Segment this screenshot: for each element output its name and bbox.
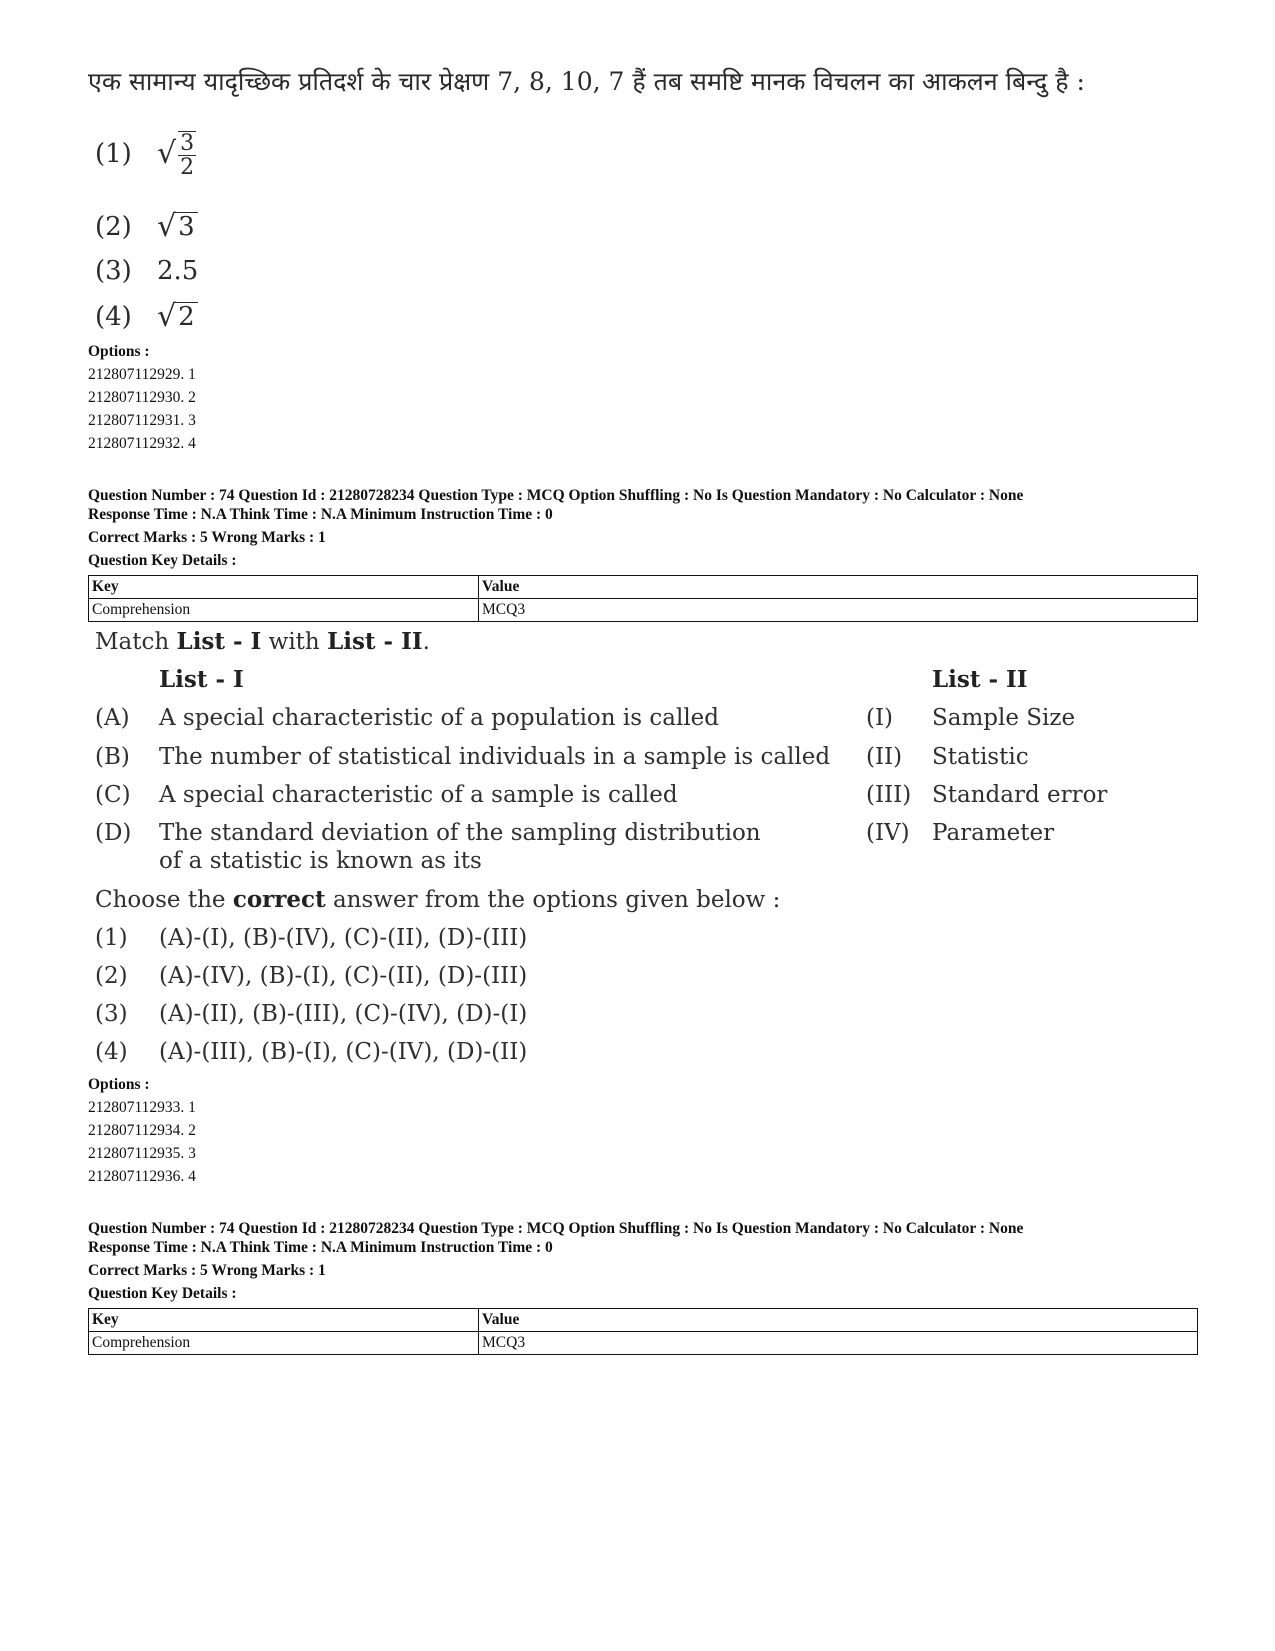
- key-details-label: Question Key Details :: [88, 1285, 237, 1302]
- question-info-line: Question Number : 74 Question Id : 21280728234 Question Type : MCQ Option Shuffling : No Is Question Mandatory : No Calculator : None: [88, 1220, 1024, 1237]
- list2-label: (I): [866, 705, 894, 731]
- option-id: 212807112935. 3: [88, 1145, 196, 1162]
- time-info-line: Response Time : N.A Think Time : N.A Minimum Instruction Time : 0: [88, 1239, 553, 1256]
- radicand: 2: [176, 302, 198, 333]
- choose-suffix: answer from the options given below :: [325, 887, 781, 913]
- sqrt-expression: [157, 209, 198, 245]
- choose-prefix: Choose the: [95, 887, 233, 913]
- answer-choice-text: (A)-(III), (B)-(I), (C)-(IV), (D)-(II): [159, 1039, 528, 1065]
- list1-label: (C): [95, 782, 131, 808]
- match-title-list1: List - I: [176, 628, 262, 655]
- value-cell: MCQ3: [479, 599, 1198, 622]
- list1-header: List - I: [159, 666, 244, 693]
- match-title: [95, 628, 430, 655]
- list2-label: (III): [866, 782, 912, 808]
- answer-choice-number: (3): [95, 1001, 128, 1027]
- value-cell: MCQ3: [479, 1332, 1198, 1355]
- match-title-list2: List - II: [327, 628, 423, 655]
- choice-4: [95, 299, 198, 335]
- value-header: Value: [479, 1309, 1198, 1332]
- match-title-suffix: .: [422, 629, 430, 655]
- value-header: Value: [479, 576, 1198, 599]
- option-id: 212807112931. 3: [88, 412, 196, 429]
- marks-line: Correct Marks : 5 Wrong Marks : 1: [88, 1262, 326, 1279]
- key-value-table: [88, 575, 1198, 622]
- choice-value: 2.5: [157, 256, 199, 286]
- question-info-line: Question Number : 74 Question Id : 21280728234 Question Type : MCQ Option Shuffling : No Is Question Mandatory : No Calculator : None: [88, 487, 1024, 504]
- list1-label: (D): [95, 820, 132, 846]
- options-label: Options :: [88, 343, 150, 360]
- radical-sign: √: [157, 209, 177, 245]
- answer-choice-text: (A)-(I), (B)-(IV), (C)-(II), (D)-(III): [159, 925, 528, 951]
- answer-choice-number: (2): [95, 963, 128, 989]
- key-header: Key: [89, 576, 479, 599]
- sqrt-fraction: [157, 128, 199, 179]
- option-id: 212807112933. 1: [88, 1099, 196, 1116]
- time-info-line: Response Time : N.A Think Time : N.A Minimum Instruction Time : 0: [88, 506, 553, 523]
- list1-text: A special characteristic of a population is called: [159, 705, 720, 731]
- marks-line: Correct Marks : 5 Wrong Marks : 1: [88, 529, 326, 546]
- choice-number: (1): [95, 138, 132, 169]
- list2-header: List - II: [932, 666, 1028, 693]
- list2-label: (IV): [866, 820, 910, 846]
- choice-number: (3): [95, 256, 132, 286]
- option-id: 212807112930. 2: [88, 389, 196, 406]
- options-label: Options :: [88, 1076, 150, 1093]
- sqrt-expression: [157, 299, 198, 335]
- choice-number: (4): [95, 302, 132, 333]
- key-cell: Comprehension: [89, 599, 479, 622]
- choice-3: [95, 256, 198, 286]
- answer-choice-number: (1): [95, 925, 128, 951]
- radical-sign: √: [157, 135, 177, 171]
- choose-instruction: [95, 886, 780, 913]
- answer-choice-text: (A)-(IV), (B)-(I), (C)-(II), (D)-(III): [159, 963, 528, 989]
- option-id: 212807112934. 2: [88, 1122, 196, 1139]
- list1-label: (B): [95, 744, 130, 770]
- match-title-prefix: Match: [95, 629, 177, 655]
- list2-text: Standard error: [932, 782, 1108, 808]
- key-header: Key: [89, 1309, 479, 1332]
- choice-1: [95, 128, 199, 179]
- list1-text: The standard deviation of the sampling distribution: [159, 820, 761, 846]
- question-text-hindi: एक सामान्य यादृच्छिक प्रतिदर्श के चार प्रेक्षण 7, 8, 10, 7 हैं तब समष्टि मानक विचलन का आकलन बिन्दु है :: [88, 67, 1085, 96]
- list1-text-continued: of a statistic is known as its: [159, 848, 482, 874]
- key-cell: Comprehension: [89, 1332, 479, 1355]
- option-id: 212807112936. 4: [88, 1168, 196, 1185]
- choice-2: [95, 209, 198, 245]
- answer-choice-text: (A)-(II), (B)-(III), (C)-(IV), (D)-(I): [159, 1001, 528, 1027]
- list2-text: Parameter: [932, 820, 1055, 846]
- list2-label: (II): [866, 744, 903, 770]
- list1-text: A special characteristic of a sample is called: [159, 782, 678, 808]
- numerator: 3: [180, 131, 195, 156]
- match-title-mid: with: [261, 629, 328, 655]
- denominator: 2: [180, 155, 195, 181]
- option-id: 212807112932. 4: [88, 435, 196, 452]
- radicand: 3: [176, 212, 198, 243]
- list1-label: (A): [95, 705, 130, 731]
- list1-text: The number of statistical individuals in a sample is called: [159, 744, 831, 770]
- list2-text: Statistic: [932, 744, 1029, 770]
- answer-choice-number: (4): [95, 1039, 128, 1065]
- option-id: 212807112929. 1: [88, 366, 196, 383]
- key-details-label: Question Key Details :: [88, 552, 237, 569]
- radical-sign: √: [157, 299, 177, 335]
- list2-text: Sample Size: [932, 705, 1076, 731]
- choice-number: (2): [95, 212, 132, 243]
- key-value-table: [88, 1308, 1198, 1355]
- choose-bold: correct: [232, 886, 326, 913]
